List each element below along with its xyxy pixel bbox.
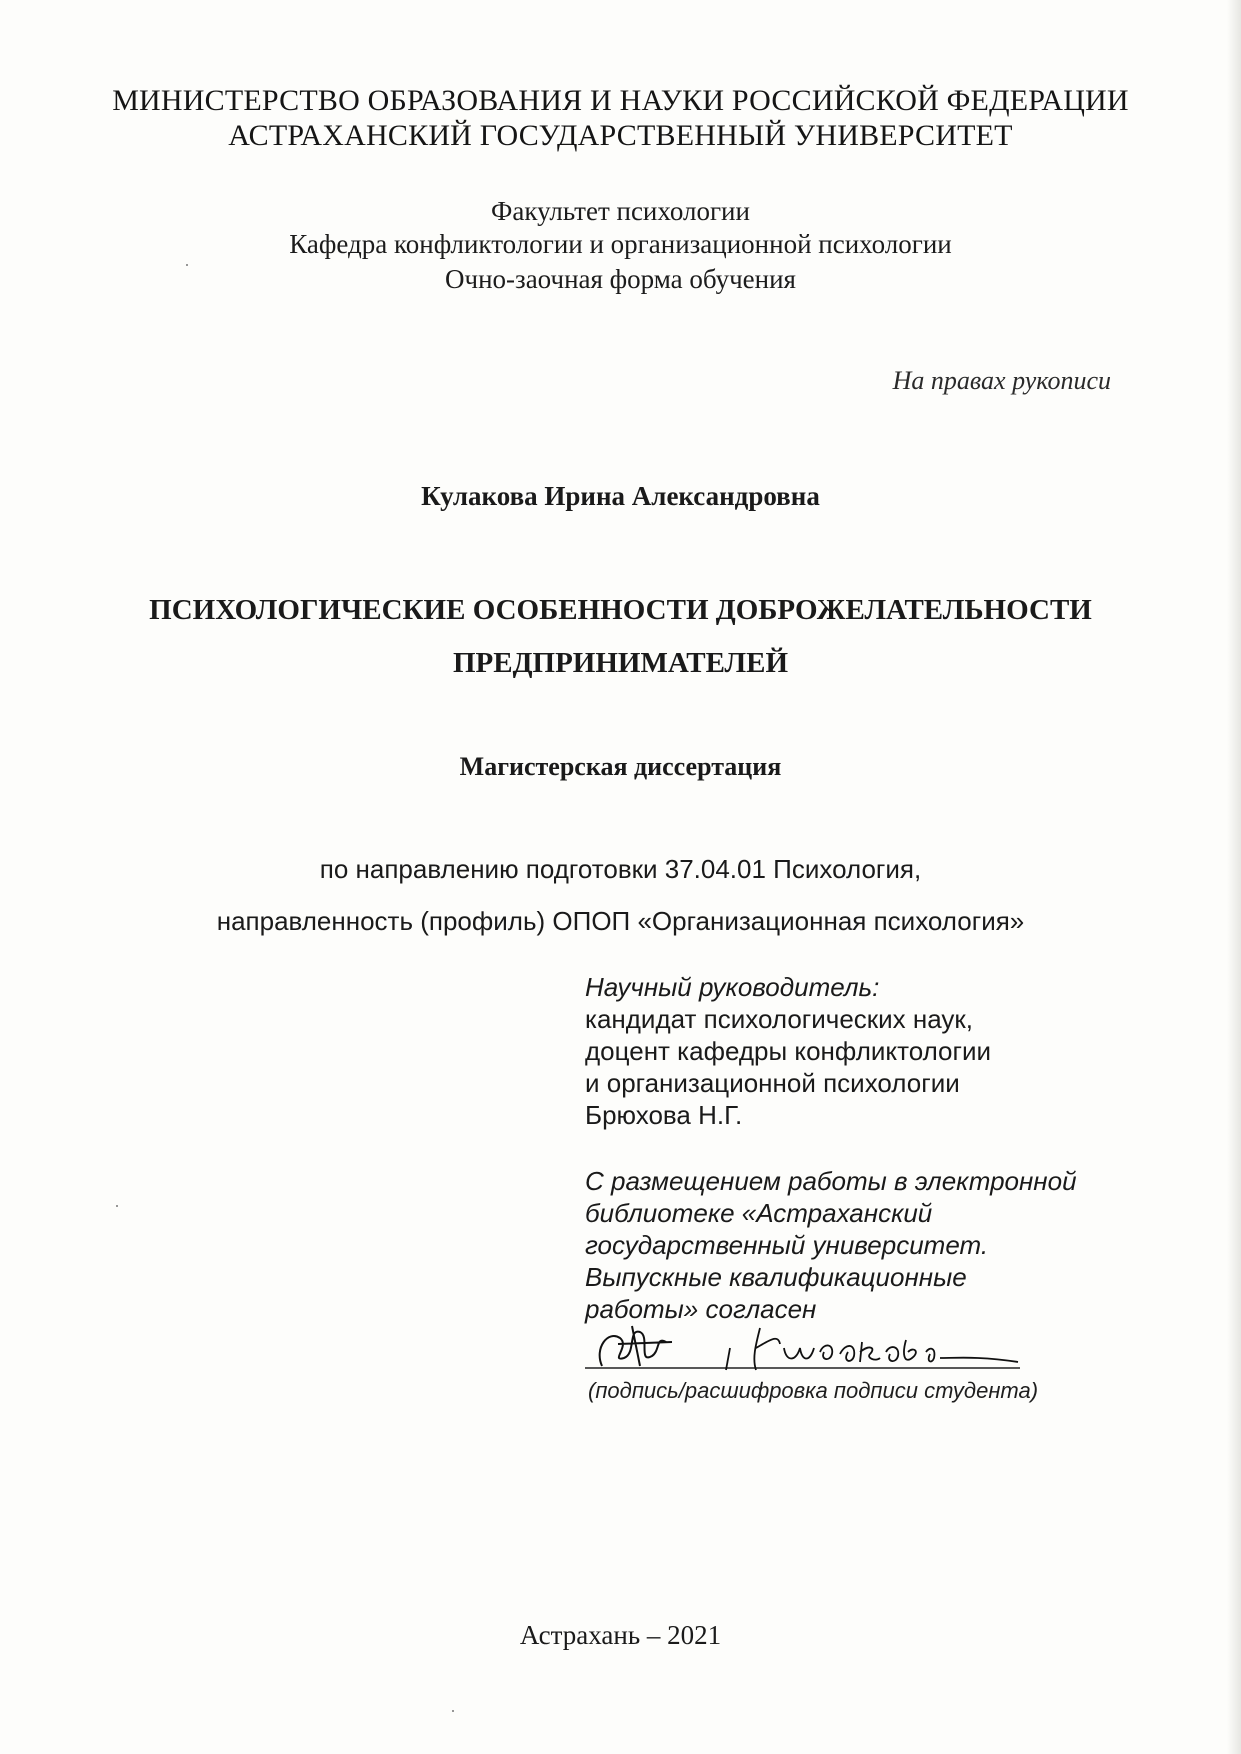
direction-line1: по направлению подготовки 37.04.01 Психология,	[319, 854, 922, 884]
consent-line3: государственный университет.	[585, 1230, 989, 1260]
supervisor-label: Научный руководитель:	[585, 972, 880, 1002]
supervisor-degree: кандидат психологических наук,	[585, 1004, 974, 1034]
consent-line2: библиотеке «Астраханский	[585, 1198, 933, 1228]
city-year: Астрахань – 2021	[519, 1620, 722, 1650]
thesis-title-line1: ПСИХОЛОГИЧЕСКИЕ ОСОБЕННОСТИ ДОБРОЖЕЛАТЕЛЬНОСТИ	[149, 594, 1092, 626]
author-name: Кулакова Ирина Александровна	[421, 481, 820, 511]
scan-speck	[452, 1710, 454, 1712]
supervisor-department: и организационной психологии	[585, 1068, 960, 1098]
study-form: Очно-заочная форма обучения	[445, 264, 796, 294]
university-header: АСТРАХАНСКИЙ ГОСУДАРСТВЕННЫЙ УНИВЕРСИТЕТ	[228, 119, 1013, 152]
work-type: Магистерская диссертация	[459, 752, 782, 781]
supervisor-name: Брюхова Н.Г.	[585, 1100, 743, 1130]
supervisor-block	[585, 971, 991, 1131]
supervisor-position: доцент кафедры конфликтологии	[585, 1036, 992, 1066]
thesis-title-line2: ПРЕДПРИНИМАТЕЛЕЙ	[452, 647, 789, 679]
consent-line5: работы» согласен	[585, 1294, 817, 1324]
signature-caption: (подпись/расшифровка подписи студента)	[588, 1378, 1039, 1403]
consent-line4: Выпускные квалификационные	[585, 1262, 967, 1292]
scan-speck	[116, 1205, 118, 1207]
consent-line1: С размещением работы в электронной	[585, 1166, 1077, 1196]
rights-note: На правах рукописи	[892, 366, 1111, 395]
scan-speck	[186, 264, 188, 266]
consent-block	[585, 1165, 1077, 1325]
ministry-header: МИНИСТЕРСТВО ОБРАЗОВАНИЯ И НАУКИ РОССИЙСКОЙ ФЕДЕРАЦИИ	[112, 84, 1129, 117]
faculty-name: Факультет психологии	[491, 196, 750, 226]
scan-edge-shadow	[1227, 0, 1241, 1754]
department-name: Кафедра конфликтологии и организационной психологии	[289, 229, 952, 259]
direction-line2: направленность (профиль) ОПОП «Организационная психология»	[216, 906, 1025, 936]
